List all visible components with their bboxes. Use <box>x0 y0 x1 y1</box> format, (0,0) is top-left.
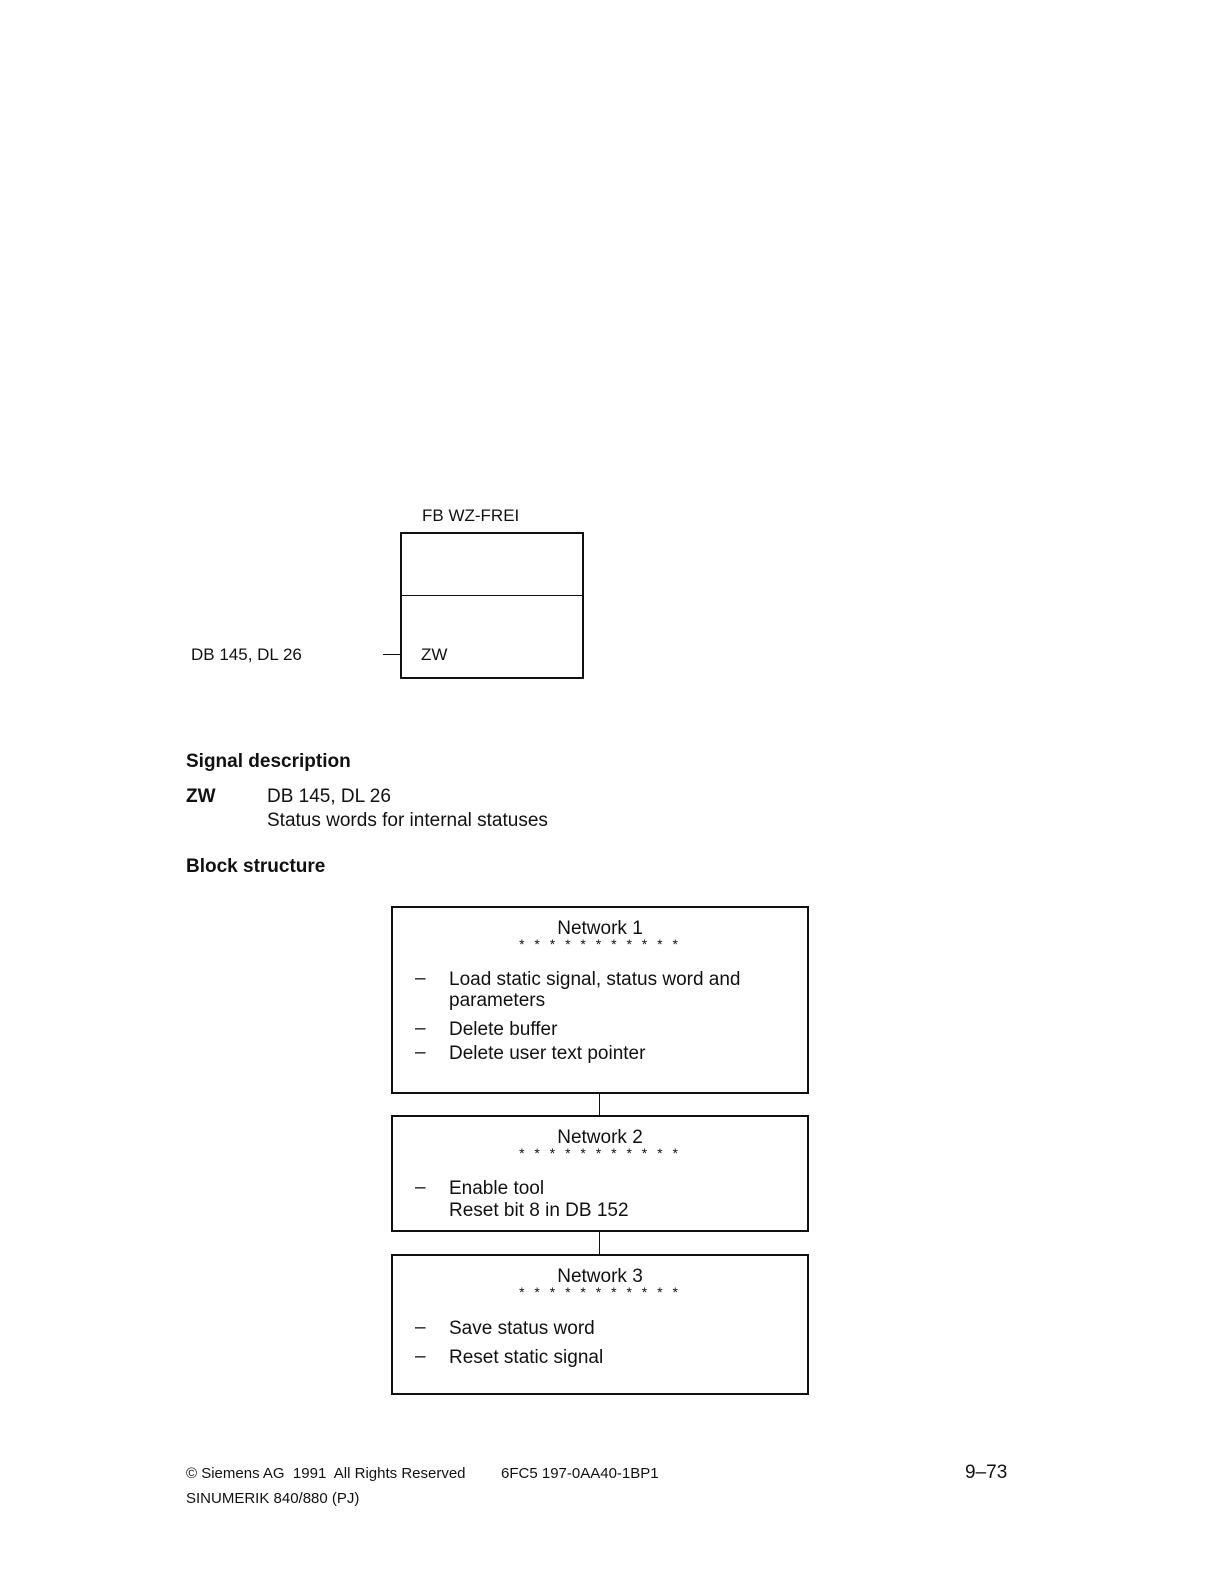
bullet-dash: – <box>415 1346 426 1367</box>
network-item: Delete buffer <box>449 1019 558 1040</box>
network-item: Delete user text pointer <box>449 1043 646 1064</box>
signal-address: DB 145, DL 26 <box>267 786 391 807</box>
fb-input-label: DB 145, DL 26 <box>191 645 302 664</box>
network-stars: * * * * * * * * * * * <box>519 1145 681 1161</box>
fb-block-title: FB WZ-FREI <box>422 506 520 525</box>
bullet-dash: – <box>415 1018 426 1039</box>
network-box-3 <box>391 1254 809 1395</box>
network-stars: * * * * * * * * * * * <box>519 936 681 952</box>
footer-copyright: © Siemens AG 1991 All Rights Reserved <box>186 1465 466 1482</box>
network-item: Reset static signal <box>449 1347 604 1368</box>
network-title: Network 2 <box>557 1127 643 1148</box>
bullet-dash: – <box>415 1177 426 1198</box>
bullet-dash: – <box>415 968 426 989</box>
block-structure-heading: Block structure <box>186 856 326 877</box>
network-box-2 <box>391 1115 809 1232</box>
fb-block-divider <box>402 595 584 596</box>
footer-page-number: 9–73 <box>965 1462 1008 1483</box>
bullet-dash: – <box>415 1317 426 1338</box>
network-title: Network 1 <box>557 918 643 939</box>
signal-text: Status words for internal statuses <box>267 810 548 831</box>
network-item: Load static signal, status word and parameters <box>449 969 741 1011</box>
network-title: Network 3 <box>557 1266 643 1287</box>
network-stars: * * * * * * * * * * * <box>519 1284 681 1300</box>
network-connector-line <box>599 1231 600 1254</box>
network-item: Reset bit 8 in DB 152 <box>449 1200 629 1221</box>
network-item: Enable tool <box>449 1178 545 1199</box>
network-item: Save status word <box>449 1318 595 1339</box>
fb-input-connector-line <box>383 654 400 655</box>
bullet-dash: – <box>415 1042 426 1063</box>
signal-name: ZW <box>186 786 216 807</box>
fb-pin-label: ZW <box>421 645 448 664</box>
footer-product: SINUMERIK 840/880 (PJ) <box>186 1490 360 1507</box>
network-box-1 <box>391 906 809 1094</box>
footer-part-number: 6FC5 197-0AA40-1BP1 <box>501 1465 659 1482</box>
signal-description-heading: Signal description <box>186 751 351 772</box>
network-connector-line <box>599 1093 600 1115</box>
